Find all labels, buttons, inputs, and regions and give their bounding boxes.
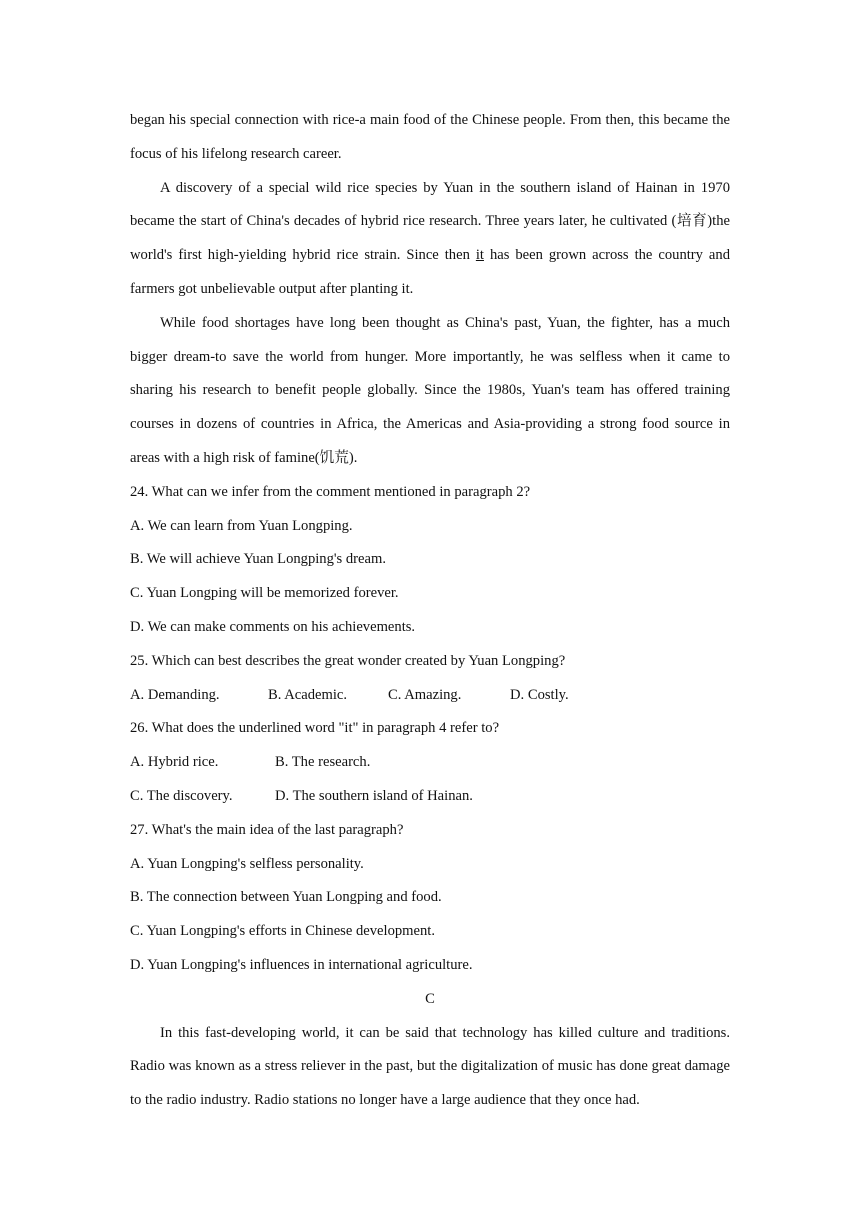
question-26-option-b: B. The research. [275, 754, 371, 771]
paragraph-2-text-before: A discovery of a special wild rice species by Yuan in the southern island of Hainan in 1970 became the start of China's decades of hybrid rice research. Three years later, he cultivated (培育)the world's first high-yielding hybrid rice strain. Since then [130, 179, 730, 264]
question-24-option-a: A. We can learn from Yuan Longping. [130, 517, 353, 534]
underlined-word-it: it [475, 247, 484, 264]
paragraph-2-text-after: has been grown across the country and farmers got unbelievable output after planting it. [130, 247, 731, 297]
question-25-option-a: A. Demanding. [130, 686, 220, 703]
question-27-option-a: A. Yuan Longping's selfless personality. [130, 855, 364, 872]
passage-paragraph-1: began his special connection with rice-a main food of the Chinese people. From then, this became the focus of his lifelong research career. [130, 112, 730, 162]
question-27-stem: 27. What's the main idea of the last paragraph? [130, 821, 404, 838]
question-25-option-d: D. Costly. [510, 686, 569, 703]
document-page [130, 104, 730, 1118]
question-26-options-ab [130, 746, 730, 780]
question-24-option-b: B. We will achieve Yuan Longping's dream. [130, 551, 386, 568]
question-24-option-d: D. We can make comments on his achievements. [130, 618, 416, 635]
question-26-option-a: A. Hybrid rice. [130, 754, 219, 771]
section-c-heading: C [425, 990, 435, 1007]
question-27-option-d: D. Yuan Longping's influences in international agriculture. [130, 956, 473, 973]
question-27-option-b: B. The connection between Yuan Longping and food. [130, 889, 442, 906]
question-24-stem: 24. What can we infer from the comment mentioned in paragraph 2? [130, 483, 531, 500]
question-25-stem: 25. Which can best describes the great wonder created by Yuan Longping? [130, 652, 566, 669]
question-26-option-c: C. The discovery. [130, 787, 233, 804]
question-26-stem: 26. What does the underlined word "it" in paragraph 4 refer to? [130, 720, 500, 737]
passage-paragraph-3: While food shortages have long been thought as China's past, Yuan, the fighter, has a much bigger dream-to save the world from hunger. More importantly, he was selfless when it came to sharing his research to benefit people globally. Since the 1980s, Yuan's team has offered training courses in dozens of countries in Africa, the Americas and Asia-providing a strong food source in areas with a high risk of famine(饥荒). [130, 314, 730, 466]
question-25-option-c: C. Amazing. [388, 686, 462, 703]
question-25-option-b: B. Academic. [268, 686, 348, 703]
question-26-options-cd [130, 780, 730, 814]
section-c-paragraph-1: In this fast-developing world, it can be said that technology has killed culture and traditions. Radio was known as a stress reliever in the past, but the digitalization of music has done great damage to the radio industry. Radio stations no longer have a large audience that they once had. [130, 1024, 730, 1109]
question-25-options [130, 679, 730, 713]
question-26-option-d: D. The southern island of Hainan. [275, 787, 473, 804]
question-24-option-c: C. Yuan Longping will be memorized forever. [130, 585, 399, 602]
question-27-option-c: C. Yuan Longping's efforts in Chinese development. [130, 923, 435, 940]
passage-paragraph-2 [130, 172, 730, 307]
